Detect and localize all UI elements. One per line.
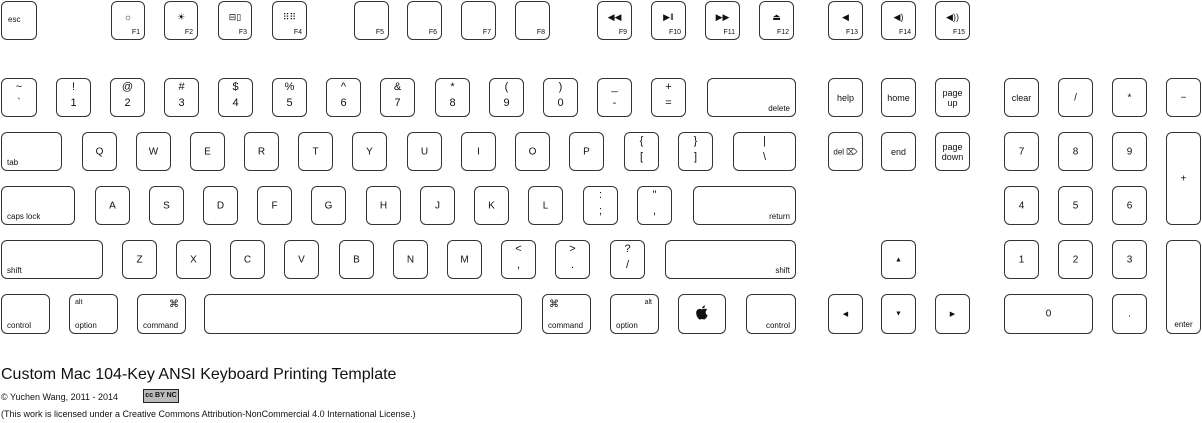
key-esc[interactable]: esc — [1, 1, 37, 40]
key-space[interactable] — [204, 294, 522, 334]
volume-up-icon: ◀)) — [946, 12, 959, 22]
fast-forward-icon: ▶▶ — [715, 12, 730, 22]
key-m[interactable]: M — [447, 240, 482, 279]
key-0[interactable]: ) 0 — [543, 78, 578, 117]
key-backtick[interactable]: ~ ` — [1, 78, 37, 117]
key-right-bracket[interactable]: } ] — [678, 132, 713, 171]
key-numpad-enter[interactable]: enter — [1166, 240, 1201, 334]
key-f1[interactable]: ☼ F1 — [111, 1, 145, 40]
key-numpad-7[interactable]: 7 — [1004, 132, 1039, 171]
key-o[interactable]: O — [515, 132, 550, 171]
arrow-right-icon: ▶ — [949, 311, 956, 318]
template-title: Custom Mac 104-Key ANSI Keyboard Printing Template — [1, 366, 397, 383]
key-arrow-up[interactable] — [881, 240, 916, 279]
key-numpad-8[interactable]: 8 — [1058, 132, 1093, 171]
key-2[interactable]: @ 2 — [110, 78, 145, 117]
key-numpad-slash[interactable]: / — [1058, 78, 1093, 117]
key-f15[interactable]: ◀)) F15 — [935, 1, 970, 40]
key-n[interactable]: N — [393, 240, 428, 279]
mute-icon: ◀ — [842, 12, 849, 22]
key-home[interactable]: home — [881, 78, 916, 117]
key-b[interactable]: B — [339, 240, 374, 279]
key-f7[interactable]: F7 — [461, 1, 496, 40]
command-icon: ⌘ — [169, 299, 179, 310]
eject-icon: ⏏ — [772, 12, 781, 22]
key-9[interactable]: ( 9 — [489, 78, 524, 117]
arrow-left-icon: ◀ — [842, 311, 849, 318]
key-period[interactable]: > . — [555, 240, 590, 279]
key-j[interactable]: J — [420, 186, 455, 225]
key-numpad-dot[interactable]: . — [1112, 294, 1147, 334]
key-c[interactable]: C — [230, 240, 265, 279]
key-7[interactable]: & 7 — [380, 78, 415, 117]
key-equal[interactable]: + = — [651, 78, 686, 117]
key-arrow-left[interactable] — [828, 294, 863, 334]
key-f9[interactable]: ◀◀ F9 — [597, 1, 632, 40]
key-backslash[interactable]: | \ — [733, 132, 796, 171]
key-y[interactable]: Y — [352, 132, 387, 171]
key-numpad-multiply[interactable]: * — [1112, 78, 1147, 117]
key-i[interactable]: I — [461, 132, 496, 171]
key-f12[interactable]: ⏏ F12 — [759, 1, 794, 40]
volume-down-icon: ◀) — [893, 12, 904, 22]
key-1[interactable]: ! 1 — [56, 78, 91, 117]
key-left-shift[interactable]: shift — [1, 240, 103, 279]
key-f13[interactable]: ◀ F13 — [828, 1, 863, 40]
key-l[interactable]: L — [528, 186, 563, 225]
key-x[interactable]: X — [176, 240, 211, 279]
key-tab[interactable]: tab — [1, 132, 62, 171]
key-6[interactable]: ^ 6 — [326, 78, 361, 117]
copyright-text: © Yuchen Wang, 2011 - 2014 — [1, 392, 119, 402]
key-f10[interactable]: ▶‖ F10 — [651, 1, 686, 40]
key-numpad-plus[interactable]: + — [1166, 132, 1201, 225]
creative-commons-badge-icon[interactable]: cc BY NC — [143, 389, 179, 403]
key-arrow-down[interactable] — [881, 294, 916, 334]
key-f14[interactable]: ◀) F14 — [881, 1, 916, 40]
key-numpad-2[interactable]: 2 — [1058, 240, 1093, 279]
key-f4[interactable]: ⠿⠿ F4 — [272, 1, 307, 40]
key-v[interactable]: V — [284, 240, 319, 279]
key-comma[interactable]: < , — [501, 240, 536, 279]
key-f3[interactable]: ⊟▯ F3 — [218, 1, 252, 40]
key-right-shift[interactable]: shift — [665, 240, 796, 279]
key-numpad-6[interactable]: 6 — [1112, 186, 1147, 225]
play-pause-icon: ▶‖ — [663, 12, 674, 22]
key-apple[interactable] — [678, 294, 726, 334]
key-help[interactable]: help — [828, 78, 863, 117]
key-page-down[interactable]: page down — [935, 132, 970, 171]
key-k[interactable]: K — [474, 186, 509, 225]
key-f6[interactable]: F6 — [407, 1, 442, 40]
key-numpad-minus[interactable]: − — [1166, 78, 1201, 117]
launchpad-icon: ⠿⠿ — [282, 12, 297, 22]
key-quote[interactable]: " , — [637, 186, 672, 225]
key-numpad-5[interactable]: 5 — [1058, 186, 1093, 225]
key-8[interactable]: * 8 — [435, 78, 470, 117]
key-right-control[interactable]: control — [746, 294, 796, 334]
key-end[interactable]: end — [881, 132, 916, 171]
key-caps-lock[interactable]: caps lock — [1, 186, 75, 225]
key-w[interactable]: W — [136, 132, 171, 171]
key-s[interactable]: S — [149, 186, 184, 225]
mission-control-icon: ⊟▯ — [228, 12, 242, 22]
apple-logo-icon — [679, 305, 725, 324]
key-arrow-right[interactable] — [935, 294, 970, 334]
key-f8[interactable]: F8 — [515, 1, 550, 40]
brightness-up-icon: ☀ — [176, 12, 186, 22]
key-right-command[interactable]: ⌘ command — [542, 294, 591, 334]
command-icon: ⌘ — [549, 299, 559, 310]
brightness-down-icon: ☼ — [123, 12, 133, 22]
key-numpad-1[interactable]: 1 — [1004, 240, 1039, 279]
key-left-control[interactable]: control — [1, 294, 50, 334]
key-e[interactable]: E — [190, 132, 225, 171]
key-f11[interactable]: ▶▶ F11 — [705, 1, 740, 40]
key-page-up[interactable]: page up — [935, 78, 970, 117]
key-f2[interactable]: ☀ F2 — [164, 1, 198, 40]
key-p[interactable]: P — [569, 132, 604, 171]
key-f[interactable]: F — [257, 186, 292, 225]
key-semicolon[interactable]: : ; — [583, 186, 618, 225]
key-3[interactable]: # 3 — [164, 78, 199, 117]
key-q[interactable]: Q — [82, 132, 117, 171]
key-slash[interactable]: ? / — [610, 240, 645, 279]
key-d[interactable]: D — [203, 186, 238, 225]
key-left-bracket[interactable]: { [ — [624, 132, 659, 171]
key-left-option[interactable]: alt option — [69, 294, 118, 334]
key-clear[interactable]: clear — [1004, 78, 1039, 117]
key-4[interactable]: $ 4 — [218, 78, 253, 117]
arrow-up-icon: ▲ — [895, 256, 902, 263]
key-a[interactable]: A — [95, 186, 130, 225]
license-text: (This work is licensed under a Creative Commons Attribution-NonCommercial 4.0 International License.) — [1, 409, 416, 419]
key-return[interactable]: return — [693, 186, 796, 225]
key-right-option[interactable]: alt option — [610, 294, 659, 334]
arrow-down-icon: ▼ — [895, 310, 902, 318]
key-z[interactable]: Z — [122, 240, 157, 279]
key-numpad-4[interactable]: 4 — [1004, 186, 1039, 225]
key-forward-delete[interactable]: del ⌦ — [828, 132, 863, 171]
key-t[interactable]: T — [298, 132, 333, 171]
key-h[interactable]: H — [366, 186, 401, 225]
key-f5[interactable]: F5 — [354, 1, 389, 40]
key-5[interactable]: % 5 — [272, 78, 307, 117]
key-r[interactable]: R — [244, 132, 279, 171]
key-numpad-9[interactable]: 9 — [1112, 132, 1147, 171]
key-numpad-0[interactable]: 0 — [1004, 294, 1093, 334]
key-u[interactable]: U — [407, 132, 442, 171]
key-g[interactable]: G — [311, 186, 346, 225]
key-left-command[interactable]: ⌘ command — [137, 294, 186, 334]
key-delete[interactable]: delete — [707, 78, 796, 117]
rewind-icon: ◀◀ — [607, 12, 622, 22]
key-numpad-3[interactable]: 3 — [1112, 240, 1147, 279]
key-minus[interactable]: _ - — [597, 78, 632, 117]
